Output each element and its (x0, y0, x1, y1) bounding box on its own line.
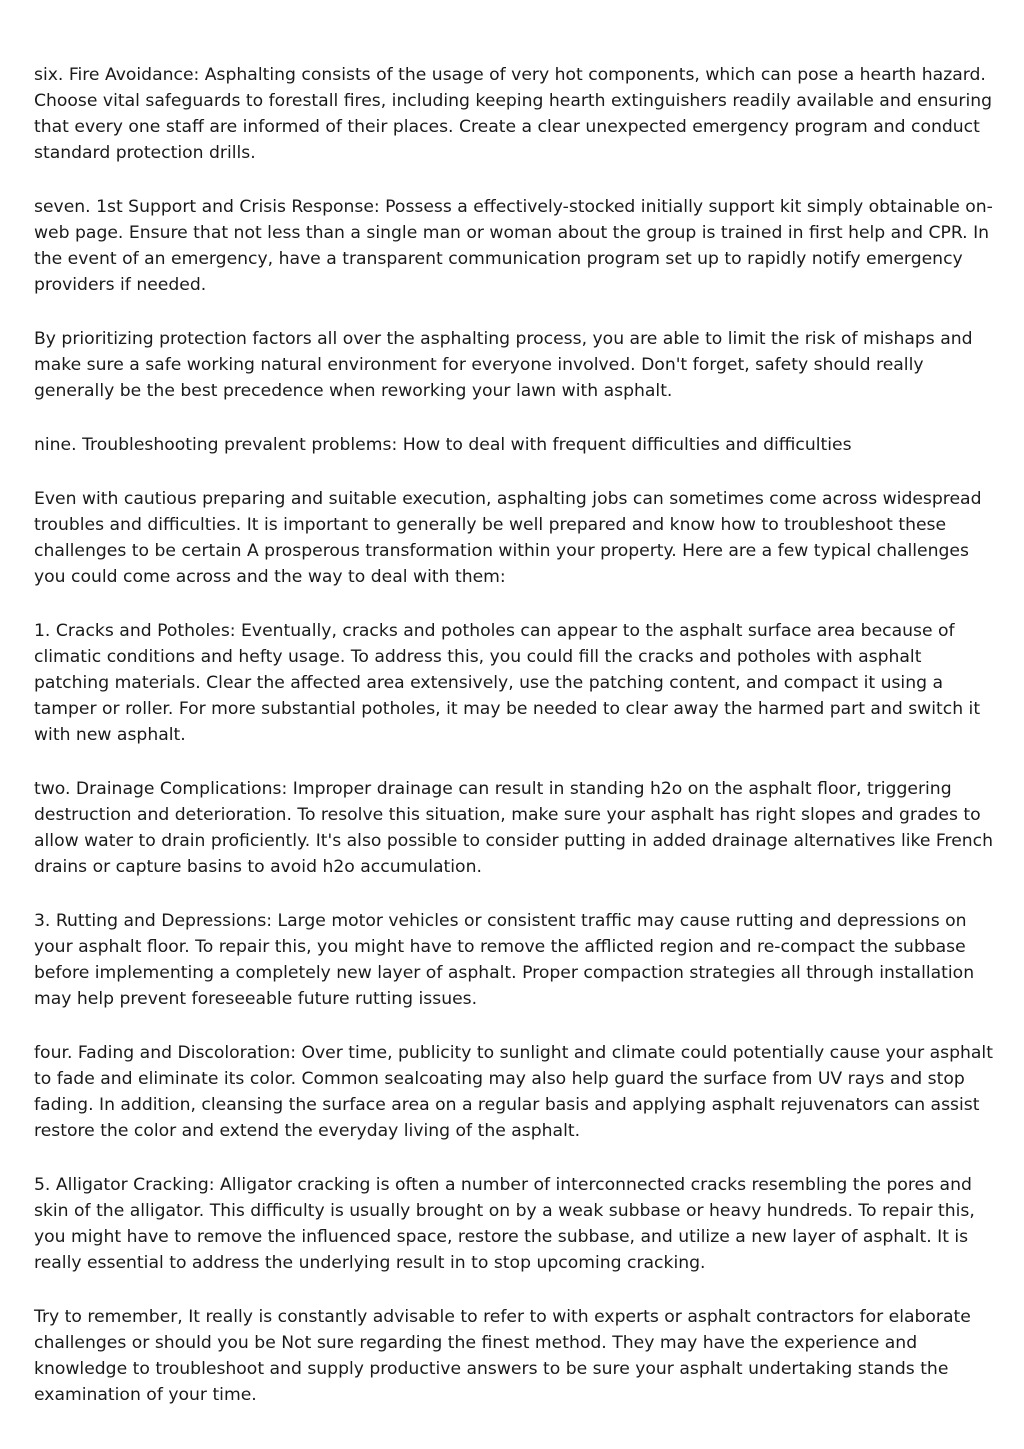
paragraph-cracks-potholes: 1. Cracks and Potholes: Eventually, cracks and potholes can appear to the asphalt surface area because of climatic conditions and hefty usage. To address this, you could fill the cracks and potholes with asphalt patching materials. Clear the affected area extensively, use the patching content, and compact it using a tamper or roller. For more substantial potholes, it may be needed to clear away the harmed part and switch it with new asphalt. (34, 621, 981, 745)
paragraph-fire-avoidance: six. Fire Avoidance: Asphalting consists of the usage of very hot components, which can pose a hearth hazard. Choose vital safeguards to forestall fires, including keeping hearth extinguishers readily available and ensuring that every one staff are informed of their places. Create a clear unexpected emergency program and conduct standard protection drills. (34, 65, 993, 163)
document-page (34, 62, 996, 1436)
paragraph-safety-summary: By prioritizing protection factors all over the asphalting process, you are able to limit the risk of mishaps and make sure a safe working natural environment for everyone involved. Don't forget, safety should really generally be the best precedence when reworking your lawn with asphalt. (34, 329, 973, 401)
paragraph-drainage: two. Drainage Complications: Improper drainage can result in standing h2o on the asphalt floor, triggering destruction and deterioration. To resolve this situation, make sure your asphalt has right slopes and grades to allow water to drain proficiently. It's also possible to consider putting in added drainage alternatives like French drains or capture basins to avoid h2o accumulation. (34, 779, 994, 877)
paragraph-fading: four. Fading and Discoloration: Over time, publicity to sunlight and climate could potentially cause your asphalt to fade and eliminate its color. Common sealcoating may also help guard the surface from UV rays and stop fading. In addition, cleansing the surface area on a regular basis and applying asphalt rejuvenators can assist restore the color and extend the everyday living of the asphalt. (34, 1043, 993, 1141)
section-heading-troubleshooting: nine. Troubleshooting prevalent problems: How to deal with frequent difficulties and difficulties (34, 435, 852, 455)
paragraph-first-aid: seven. 1st Support and Crisis Response: Possess a effectively-stocked initially support kit simply obtainable on-web page. Ensure that not less than a single man or woman about the group is trained in first help and CPR. In the event of an emergency, have a transparent communication program set up to rapidly notify emergency providers if needed. (34, 197, 993, 295)
paragraph-conclusion: Try to remember, It really is constantly advisable to refer to with experts or asphalt contractors for elaborate challenges or should you be Not sure regarding the finest method. They may have the experience and knowledge to troubleshoot and supply productive answers to be sure your asphalt undertaking stands the examination of your time. (34, 1307, 971, 1405)
paragraph-alligator-cracking: 5. Alligator Cracking: Alligator cracking is often a number of interconnected cracks resembling the pores and skin of the alligator. This difficulty is usually brought on by a weak subbase or heavy hundreds. To repair this, you might have to remove the influenced space, restore the subbase, and utilize a new layer of asphalt. It is really essential to address the underlying result in to stop upcoming cracking. (34, 1175, 975, 1273)
paragraph-troubleshooting-intro: Even with cautious preparing and suitable execution, asphalting jobs can sometimes come across widespread troubles and difficulties. It is important to generally be well prepared and know how to troubleshoot these challenges to be certain A prosperous transformation within your property. Here are a few typical challenges you could come across and the way to deal with them: (34, 489, 982, 587)
paragraph-rutting: 3. Rutting and Depressions: Large motor vehicles or consistent traffic may cause rutting and depressions on your asphalt floor. To repair this, you might have to remove the afflicted region and re-compact the subbase before implementing a completely new layer of asphalt. Proper compaction strategies all through installation may help prevent foreseeable future rutting issues. (34, 911, 975, 1009)
